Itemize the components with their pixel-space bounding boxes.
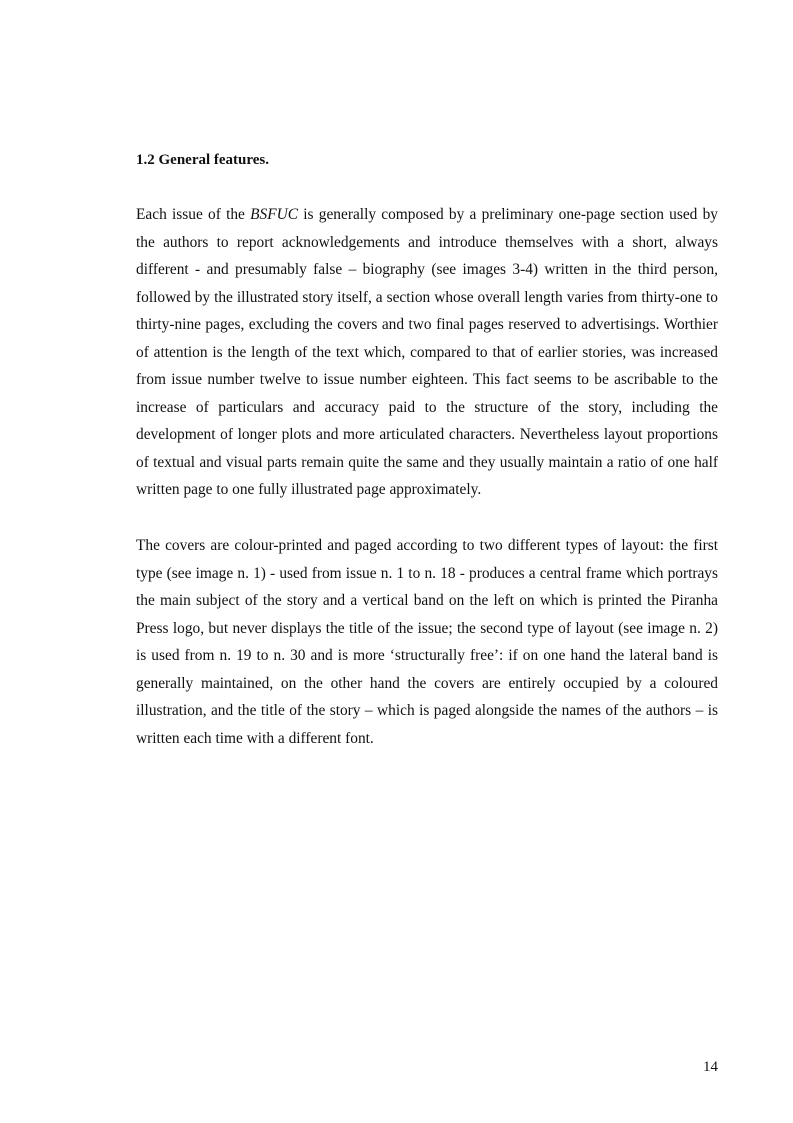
paragraph-covers: The covers are colour-printed and paged according to two different types of layout: the first type (see image n. 1) - used from issue n. 1 to n. 18 - produces a central frame which portrays the main subject of the story and a vertical band on the left on which is printed the Piranha Press logo, but never displays the title of the issue; the second type of layout (see image n. 2) is used from n. 19 to n. 30 and is more ‘structurally free’: if on one hand the lateral band is generally maintained, on the other hand the covers are entirely occupied by a coloured illustration, and the title of the story – which is paged alongside the names of the authors – is written each time with a different font. [136,537,718,747]
paragraph-body-text: is generally composed by a preliminary one-page section used by the authors to report acknowledgements and introduce themselves with a short, always different - and presumably false – biography (see images 3-4) written in the third person, followed by the illustrated story itself, a section whose overall length varies from thirty-one to thirty-nine pages, excluding the covers and two final pages reserved to advertisings. Worthier of attention is the length of the text which, compared to that of earlier stories, was increased from issue number twelve to issue number eighteen. This fact seems to be ascribable to the increase of particulars and accuracy paid to the structure of the story, including the development of longer plots and more articulated characters. Nevertheless layout proportions of textual and visual parts remain quite the same and they usually maintain a ratio of one half written page to one fully illustrated page approximately. [136,206,718,498]
paragraph-issue-structure [136,201,718,504]
publication-title-italic: BSFUC [250,206,299,223]
page-number: 14 [703,1059,718,1075]
paragraph-lead-text: Each issue of the [136,206,251,223]
section-heading: 1.2 General features. [136,152,270,168]
